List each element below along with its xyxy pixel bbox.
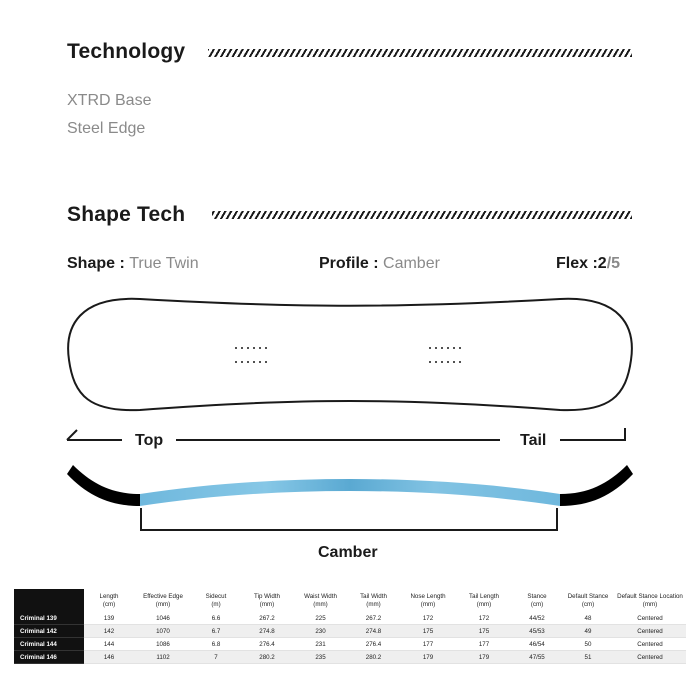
- cell: 6.8: [192, 638, 240, 651]
- cell: 1102: [134, 651, 192, 664]
- cell: 139: [84, 612, 134, 625]
- cell: 44/52: [512, 612, 562, 625]
- cell: Centered: [614, 651, 686, 664]
- shape-value: True Twin: [129, 255, 199, 272]
- tech-item-base: XTRD Base: [67, 92, 152, 109]
- row-model: Criminal 146: [14, 651, 84, 664]
- cell: 280.2: [240, 651, 294, 664]
- base-camber: [140, 479, 560, 506]
- cell: 177: [456, 638, 512, 651]
- table-row: [14, 638, 686, 651]
- cell: 276.4: [240, 638, 294, 651]
- header-stance: Stance (cm): [527, 593, 547, 608]
- cell: 225: [294, 612, 347, 625]
- cell: 179: [400, 651, 456, 664]
- cell: 231: [294, 638, 347, 651]
- header-nose-length: Nose Length (mm): [410, 593, 446, 608]
- header-tip-width: Tip Width (mm): [254, 593, 280, 608]
- shape-label: Shape :: [67, 255, 125, 272]
- cell: Centered: [614, 612, 686, 625]
- cell: 48: [562, 612, 614, 625]
- tech-item-edge: Steel Edge: [67, 120, 146, 137]
- header-effective-edge: Effective Edge (mm): [143, 593, 183, 608]
- header-tail-width: Tail Width (mm): [360, 593, 387, 608]
- header-waist-width: Waist Width (mm): [304, 593, 337, 608]
- cell: 46/54: [512, 638, 562, 651]
- cell: 172: [456, 612, 512, 625]
- profile-spec: [319, 255, 440, 273]
- cell: Centered: [614, 638, 686, 651]
- cell: 267.2: [347, 612, 400, 625]
- cell: 274.8: [240, 625, 294, 638]
- top-tail-line: [0, 424, 700, 454]
- cell: 175: [400, 625, 456, 638]
- board-outline-diagram: [0, 290, 700, 420]
- flex-label: Flex :: [556, 255, 598, 272]
- cell: 142: [84, 625, 134, 638]
- technology-title: Technology: [67, 40, 186, 63]
- flex-spec: [556, 255, 620, 273]
- cell: 144: [84, 638, 134, 651]
- camber-profile-diagram: [0, 460, 700, 540]
- cell: 6.6: [192, 612, 240, 625]
- flex-max: /5: [606, 255, 621, 272]
- technology-hatch-divider: [208, 49, 632, 57]
- top-label: Top: [131, 432, 167, 450]
- cell: 45/53: [512, 625, 562, 638]
- cell: 276.4: [347, 638, 400, 651]
- cell: 179: [456, 651, 512, 664]
- cell: 50: [562, 638, 614, 651]
- cell: 49: [562, 625, 614, 638]
- profile-value: Camber: [383, 255, 440, 272]
- cell: 1070: [134, 625, 192, 638]
- tail-tip: [560, 465, 633, 506]
- cell: 7: [192, 651, 240, 664]
- row-model: Criminal 139: [14, 612, 84, 625]
- insert-pattern-left: [235, 347, 267, 363]
- table-row: [14, 625, 686, 638]
- row-model: Criminal 144: [14, 638, 84, 651]
- header-sidecut: Sidecut (m): [205, 593, 227, 608]
- cell: 146: [84, 651, 134, 664]
- row-model: Criminal 142: [14, 625, 84, 638]
- tail-label: Tail: [516, 432, 550, 450]
- header-default-stance: Default Stance (cm): [567, 593, 609, 608]
- camber-label: Camber: [314, 544, 382, 562]
- cell: 267.2: [240, 612, 294, 625]
- flex-value: 2: [597, 255, 607, 272]
- cell: 230: [294, 625, 347, 638]
- table-row: [14, 612, 686, 625]
- shape-tech-title: Shape Tech: [67, 203, 186, 226]
- spec-table: [14, 589, 686, 664]
- cell: 47/55: [512, 651, 562, 664]
- header-corner: [14, 589, 84, 612]
- nose-tip: [67, 465, 140, 506]
- cell: 235: [294, 651, 347, 664]
- cell: 177: [400, 638, 456, 651]
- cell: 175: [456, 625, 512, 638]
- table-row: [14, 651, 686, 664]
- header-tail-length: Tail Length (mm): [469, 593, 499, 608]
- shape-tech-hatch-divider: [212, 211, 632, 219]
- cell: 51: [562, 651, 614, 664]
- spec-table-header: [14, 589, 686, 612]
- cell: Centered: [614, 625, 686, 638]
- cell: 274.8: [347, 625, 400, 638]
- header-length: Length (cm): [99, 593, 119, 608]
- cell: 6.7: [192, 625, 240, 638]
- profile-label: Profile :: [319, 255, 379, 272]
- shape-spec: [67, 255, 199, 273]
- insert-pattern-right: [429, 347, 461, 363]
- cell: 1046: [134, 612, 192, 625]
- cell: 172: [400, 612, 456, 625]
- camber-bracket: [141, 508, 557, 530]
- cell: 280.2: [347, 651, 400, 664]
- board-outline: [68, 299, 632, 410]
- cell: 1086: [134, 638, 192, 651]
- header-default-stance-location: Default Stance Location (mm): [617, 593, 683, 608]
